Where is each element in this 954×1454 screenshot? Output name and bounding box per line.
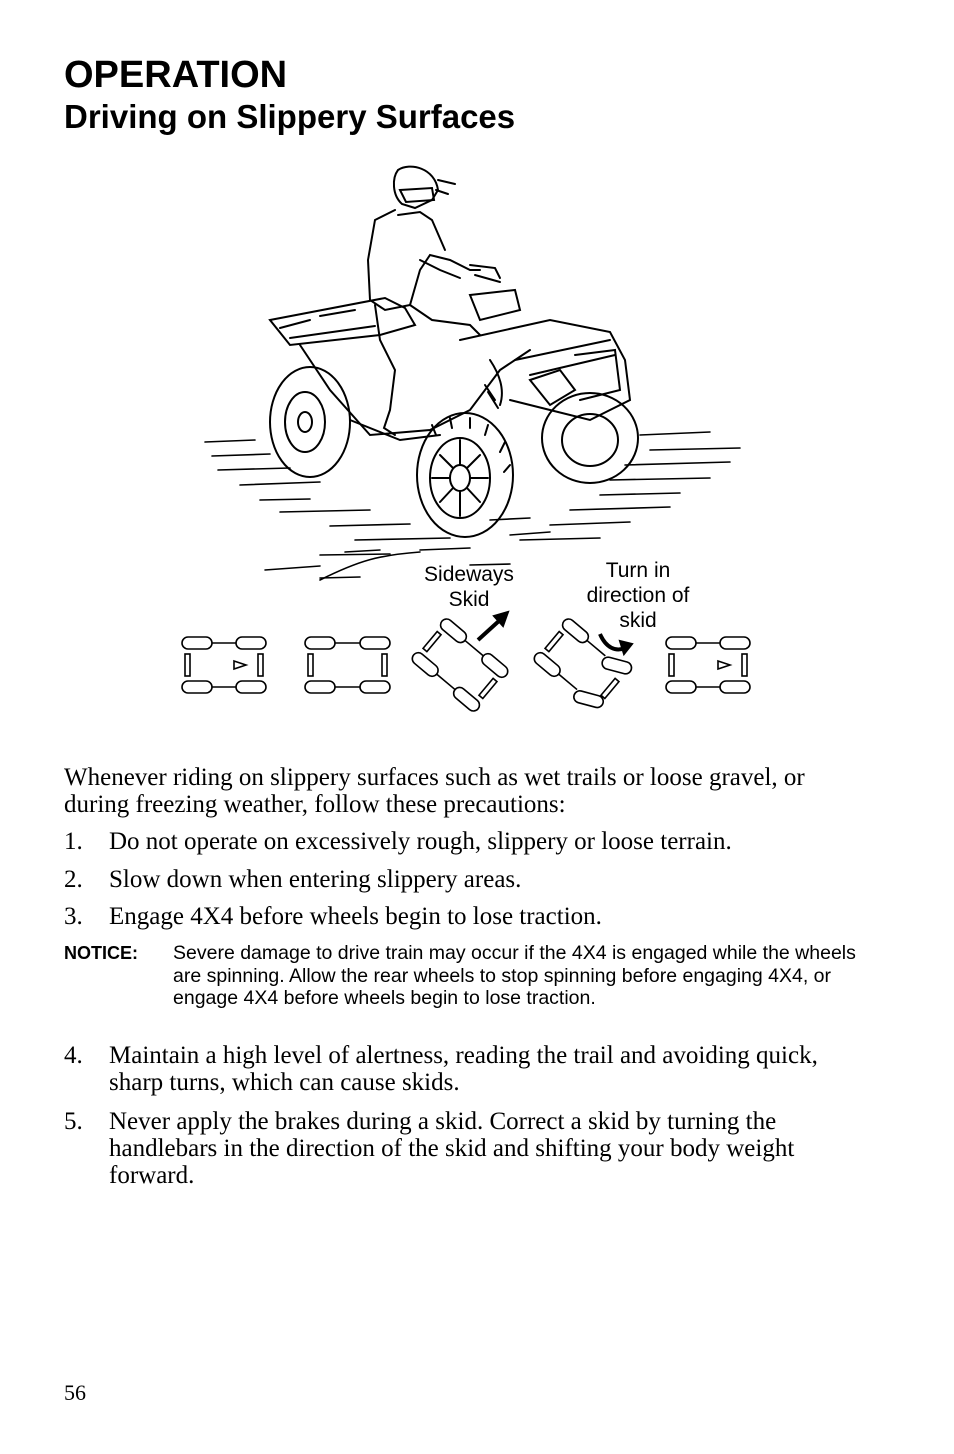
section-heading: OPERATION bbox=[64, 54, 288, 96]
list-item-text: Engage 4X4 before wheels begin to lose traction. bbox=[109, 903, 602, 930]
vehicle-diagram-straight-1 bbox=[182, 637, 266, 693]
rear-wheel bbox=[270, 367, 350, 477]
notice-text: Severe damage to drive train may occur if the 4X4 is engaged while the wheels are spinning. Allow the rear wheels to stop spinning before engaging 4X4, or engage 4X4 before wheels begin to lose traction. bbox=[173, 942, 856, 1009]
notice-block bbox=[64, 942, 864, 1010]
list-item-text: Never apply the brakes during a skid. Correct a skid by turning the handlebars in the direction of the skid and shifting your body weight forward. bbox=[109, 1108, 795, 1189]
far-front-wheel bbox=[542, 393, 638, 483]
list-item bbox=[64, 828, 864, 855]
turn-direction-label-line1: Turn in bbox=[605, 559, 671, 582]
list-item bbox=[64, 1108, 864, 1189]
page-title: Driving on Slippery Surfaces bbox=[64, 98, 516, 135]
page-number: 56 bbox=[64, 1380, 86, 1405]
turn-direction-label-line2: direction of bbox=[586, 584, 690, 607]
list-item-number: 5. bbox=[64, 1108, 83, 1135]
turn-direction-label-line3: skid bbox=[619, 609, 657, 632]
vehicle-diagram-straight-3 bbox=[666, 637, 750, 693]
wet-surface-lines bbox=[205, 432, 740, 580]
atv-skid-illustration bbox=[170, 160, 770, 720]
sideways-skid-arrow-icon bbox=[478, 612, 508, 640]
near-front-wheel bbox=[417, 413, 513, 537]
list-item-number: 2. bbox=[64, 866, 83, 893]
notice-label: NOTICE: bbox=[64, 943, 138, 963]
list-item bbox=[64, 1042, 864, 1096]
list-item-text: Slow down when entering slippery areas. bbox=[109, 866, 522, 893]
list-item-number: 1. bbox=[64, 828, 83, 855]
list-item-text: Maintain a high level of alertness, reading the trail and avoiding quick, sharp turns, which can cause skids. bbox=[109, 1042, 818, 1096]
list-item-number: 4. bbox=[64, 1042, 83, 1069]
vehicle-diagram-straight-2 bbox=[305, 637, 390, 693]
intro-paragraph: Whenever riding on slippery surfaces such as wet trails or loose gravel, or during freezing weather, follow these precautions: bbox=[64, 764, 805, 818]
list-item-text: Do not operate on excessively rough, slippery or loose terrain. bbox=[109, 828, 732, 855]
sideways-skid-label-line1: Sideways bbox=[424, 563, 514, 586]
list-item-number: 3. bbox=[64, 903, 83, 930]
turn-direction-arrow-icon bbox=[600, 634, 632, 654]
vehicle-diagram-skidding bbox=[410, 617, 510, 714]
list-item bbox=[64, 903, 864, 930]
list-item bbox=[64, 866, 864, 893]
sideways-skid-label-line2: Skid bbox=[448, 588, 490, 611]
